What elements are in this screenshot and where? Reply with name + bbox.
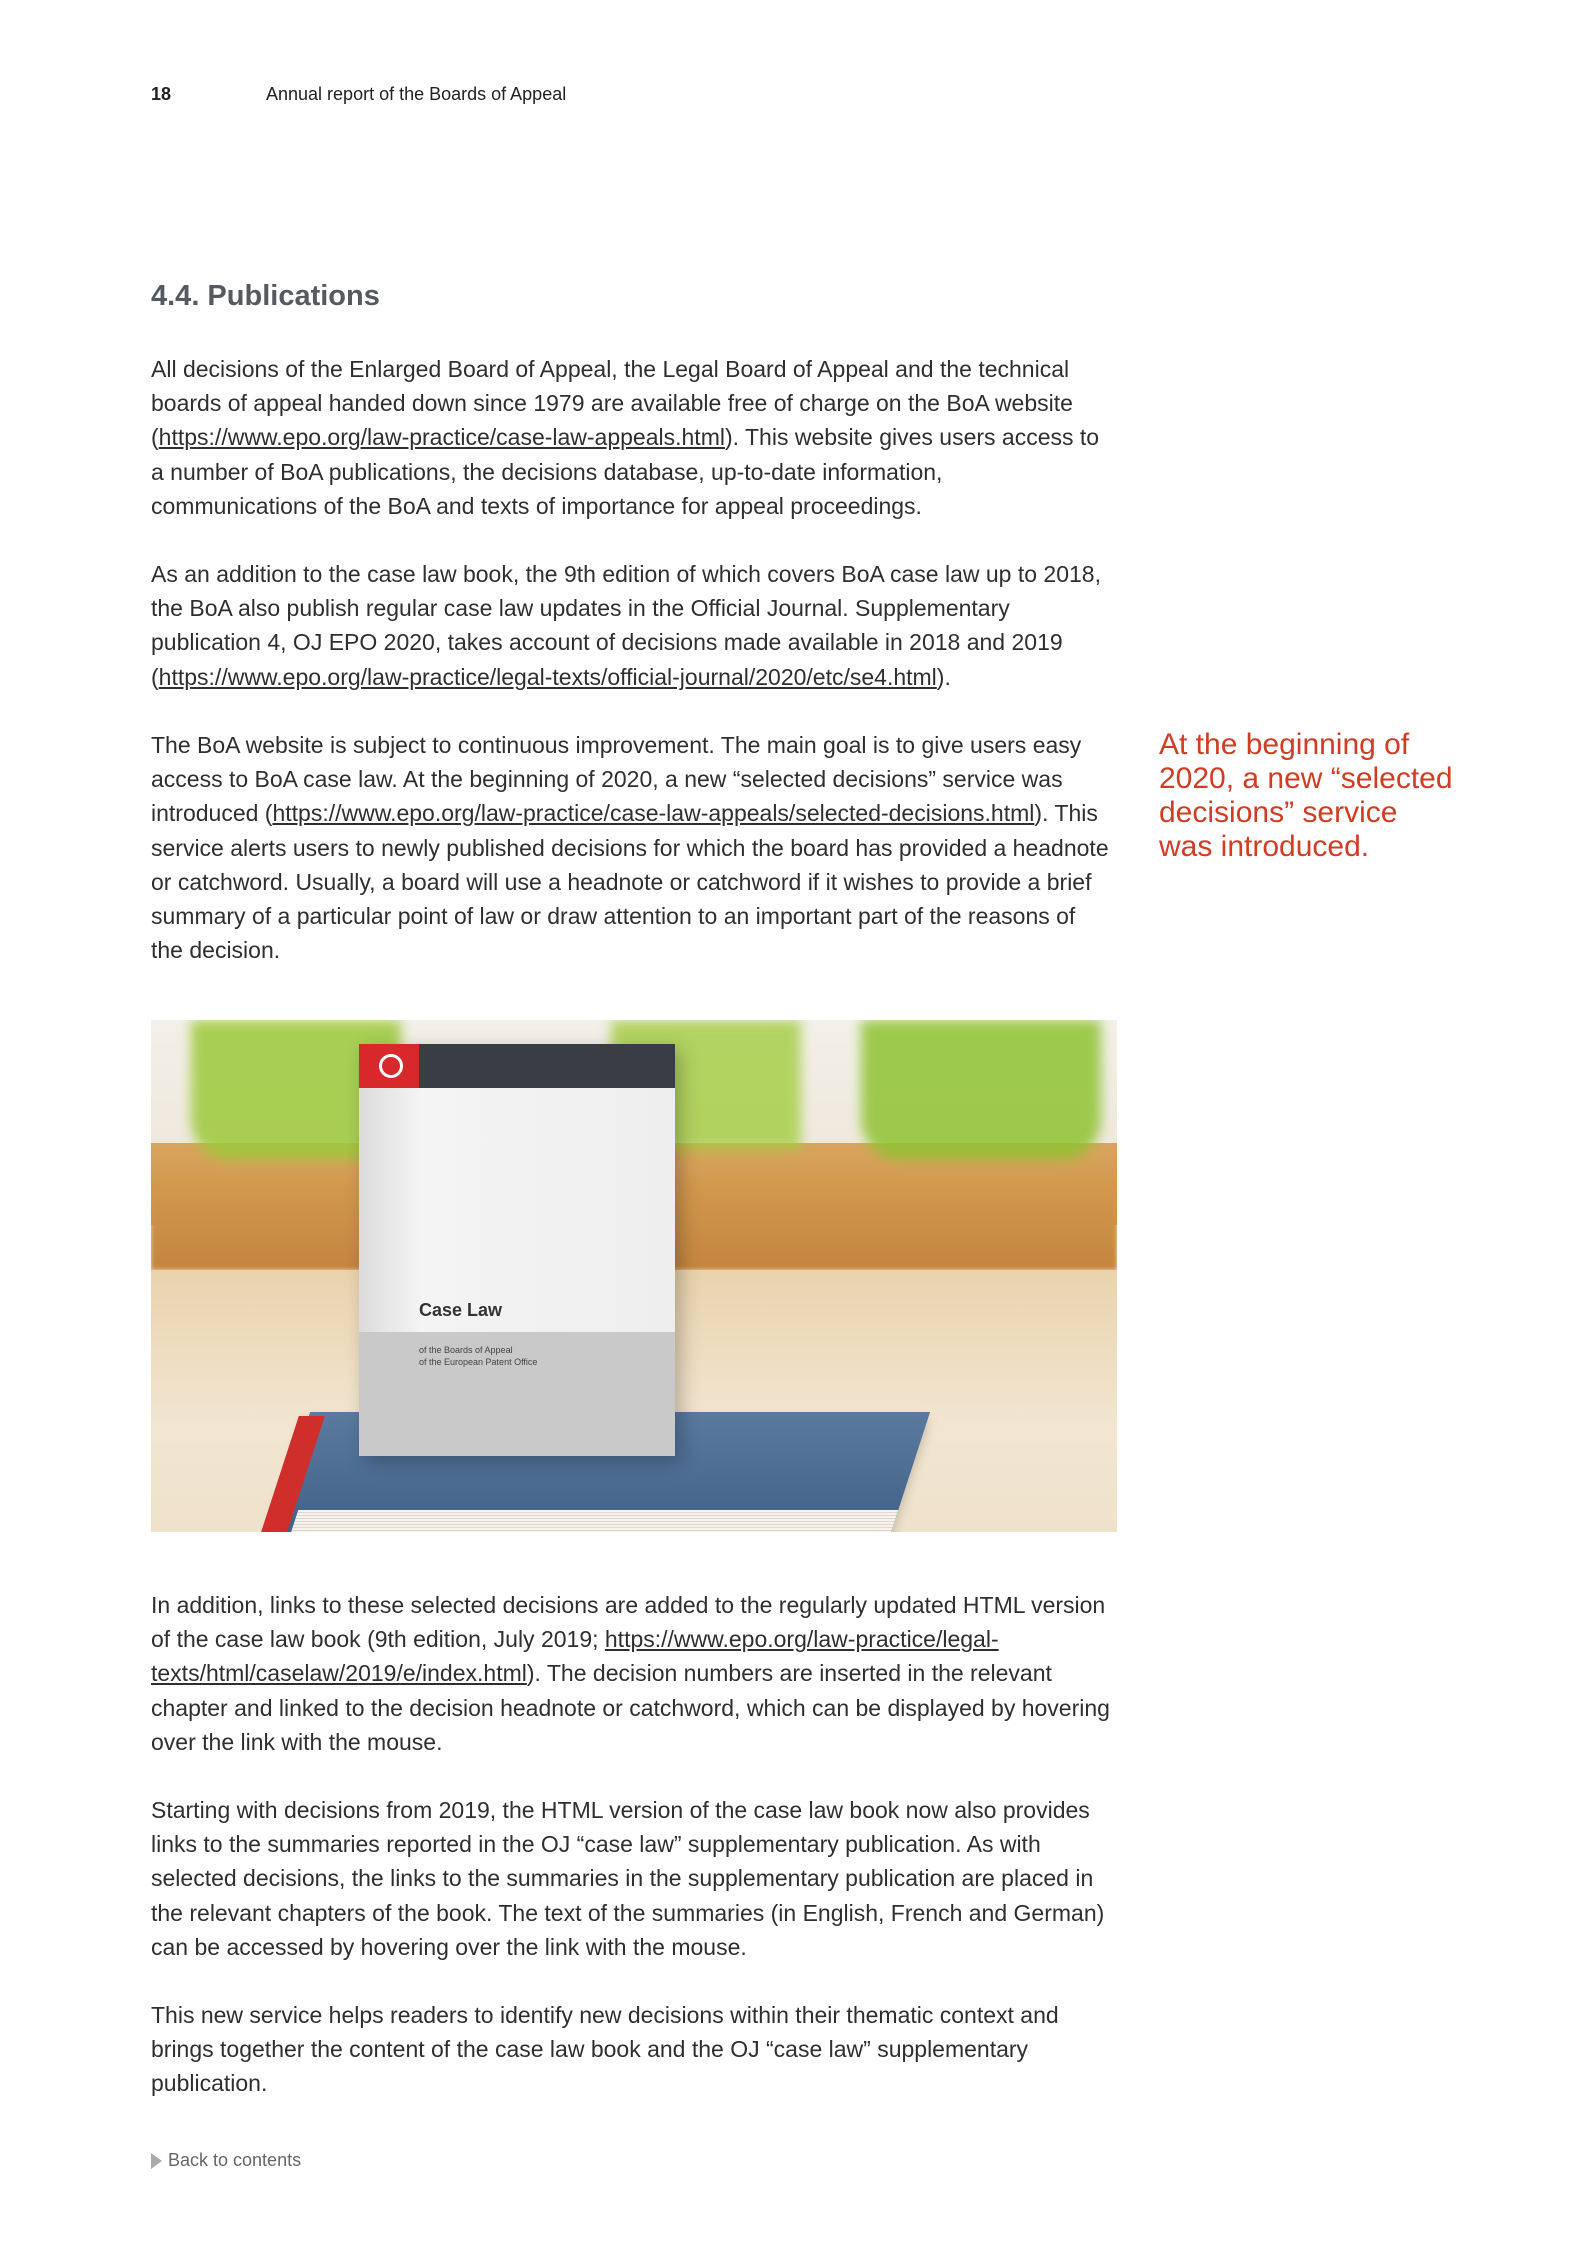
paragraph-text: ). This service alerts users to newly published decisions for which the board has provided a headnote or catchword. Usually, a board will use a headnote or catchword if it wishes to provide a brief summary of a particular point of law or draw attention to an important part of the reasons of the decision.: [151, 800, 1109, 964]
book-subtitle-line: of the European Patent Office: [419, 1357, 538, 1367]
paragraph-text: All decisions of the Enlarged Board of Appeal, the Legal Board of Appeal and the technical boards of appeal handed down since 1979 are available free of charge on the BoA website (: [151, 356, 1073, 451]
paragraph-text: ).: [936, 663, 951, 690]
paragraph-selected-decisions: [151, 728, 1111, 967]
paragraph-website: [151, 352, 1111, 523]
official-journal-link[interactable]: https://www.epo.org/law-practice/legal-texts/official-journal/2020/etc/se4.html: [158, 663, 937, 690]
epo-logo-icon: [379, 1054, 403, 1078]
back-to-contents-label: Back to contents: [168, 2150, 302, 2170]
paragraph-new-service: This new service helps readers to identify new decisions within their thematic context and brings together the content of the case law book and the OJ “case law” supplementary publication.: [151, 2002, 1059, 2097]
paragraph-summaries: Starting with decisions from 2019, the HTML version of the case law book now also provides links to the summaries reported in the OJ “case law” supplementary publication. As with selected decisions, the links to the summaries in the supplementary publication are placed in the relevant chapters of the book. The text of the summaries (in English, French and German) can be accessed by hovering over the link with the mouse.: [151, 1797, 1105, 1960]
paragraph-text: The BoA website is subject to continuous improvement. The main goal is to give users easy access to BoA case law. At the beginning of 2020, a new “selected decisions” service was introduced (: [151, 732, 1082, 827]
running-header-title: Annual report of the Boards of Appeal: [266, 84, 567, 104]
page-number: 18: [151, 84, 172, 104]
paragraph-html-version: [151, 1588, 1111, 1759]
back-to-contents-link[interactable]: [151, 2150, 301, 2171]
book-subtitle-line: of the Boards of Appeal: [419, 1345, 513, 1355]
triangle-right-icon: [151, 2153, 162, 2169]
paragraph-case-law-book: [151, 557, 1111, 694]
paragraph-text: As an addition to the case law book, the 9th edition of which covers BoA case law up to 2018, the BoA also publish regular case law updates in the Official Journal. Supplementary publication 4, OJ EPO 2020, takes account of decisions made available in 2018 and 2019 (: [151, 561, 1101, 690]
case-law-appeals-link[interactable]: https://www.epo.org/law-practice/case-law-appeals.html: [158, 424, 725, 451]
selected-decisions-link[interactable]: https://www.epo.org/law-practice/case-law-appeals/selected-decisions.html: [272, 800, 1035, 827]
paragraph-text: In addition, links to these selected decisions are added to the regularly updated HTML version of the case law book (9th edition, July 2019;: [151, 1592, 1106, 1653]
book-title: Case Law: [419, 1300, 503, 1320]
flat-book-pages: [288, 1510, 898, 1532]
upright-book: [359, 1044, 675, 1456]
green-chair-shape: [861, 1020, 1101, 1160]
case-law-book-photo: [151, 1020, 1117, 1532]
pull-quote: At the beginning of 2020, a new “selected decisions” service was introduced.: [1159, 728, 1453, 863]
paragraph-text: ). The decision numbers are inserted in the relevant chapter and linked to the decision headnote or catchword, which can be displayed by hovering over the link with the mouse.: [151, 1660, 1110, 1755]
book-subtitle: [419, 1344, 537, 1368]
section-title: 4.4. Publications: [151, 280, 380, 312]
caselaw-html-link[interactable]: https://www.epo.org/law-practice/legal-texts/html/caselaw/2019/e/index.html: [151, 1626, 999, 1687]
paragraph-text: ). This website gives users access to a number of BoA publications, the decisions database, up-to-date information, communications of the BoA and texts of importance for appeal proceedings.: [151, 424, 1100, 519]
